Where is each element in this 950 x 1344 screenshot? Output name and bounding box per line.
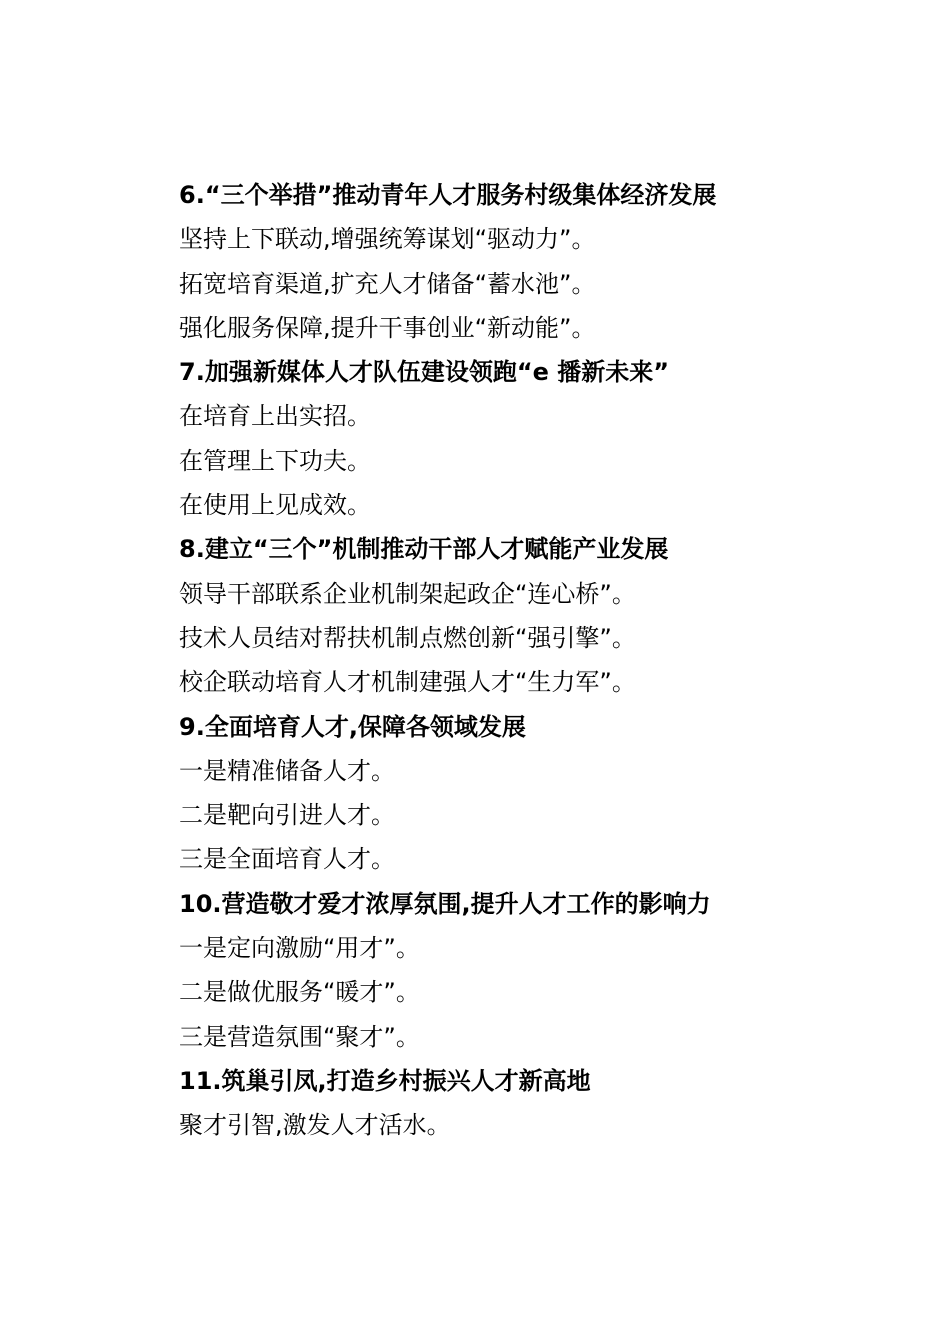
list-item: 技术人员结对帮扶机制点燃创新“强引擎”。 xyxy=(179,623,636,652)
list-item: 一是精准储备人才。 xyxy=(179,756,395,785)
list-item: 在培育上出实招。 xyxy=(179,402,371,431)
list-item: 强化服务保障,提升干事创业“新动能”。 xyxy=(179,313,596,342)
list-item: 一是定向激励“用才”。 xyxy=(179,934,420,963)
list-item: 坚持上下联动,增强统筹谋划“驱动力”。 xyxy=(179,225,596,254)
list-item: 校企联动培育人才机制建强人才“生力军”。 xyxy=(179,668,636,697)
list-item: 二是靶向引进人才。 xyxy=(179,801,395,830)
list-item: 拓宽培育渠道,扩充人才储备“蓄水池”。 xyxy=(179,269,596,298)
section-heading: 11.筑巢引凤,打造乡村振兴人才新高地 xyxy=(179,1066,591,1095)
list-item: 在管理上下功夫。 xyxy=(179,446,371,475)
section-heading: 10.营造敬才爱才浓厚氛围,提升人才工作的影响力 xyxy=(179,889,711,918)
document-body xyxy=(179,173,879,1148)
section-heading: 9.全面培育人才,保障各领域发展 xyxy=(179,712,526,741)
list-item: 聚才引智,激发人才活水。 xyxy=(179,1111,451,1140)
list-item: 二是做优服务“暖才”。 xyxy=(179,978,420,1007)
list-item: 在使用上见成效。 xyxy=(179,491,371,520)
list-item: 三是全面培育人才。 xyxy=(179,845,395,874)
section-heading: 6.“三个举措”推动青年人才服务村级集体经济发展 xyxy=(179,181,717,209)
section-heading: 7.加强新媒体人才队伍建设领跑“e 播新未来” xyxy=(179,358,669,387)
list-item: 三是营造氛围“聚才”。 xyxy=(179,1022,420,1051)
section-heading: 8.建立“三个”机制推动干部人才赋能产业发展 xyxy=(179,535,669,564)
list-item: 领导干部联系企业机制架起政企“连心桥”。 xyxy=(179,579,636,608)
